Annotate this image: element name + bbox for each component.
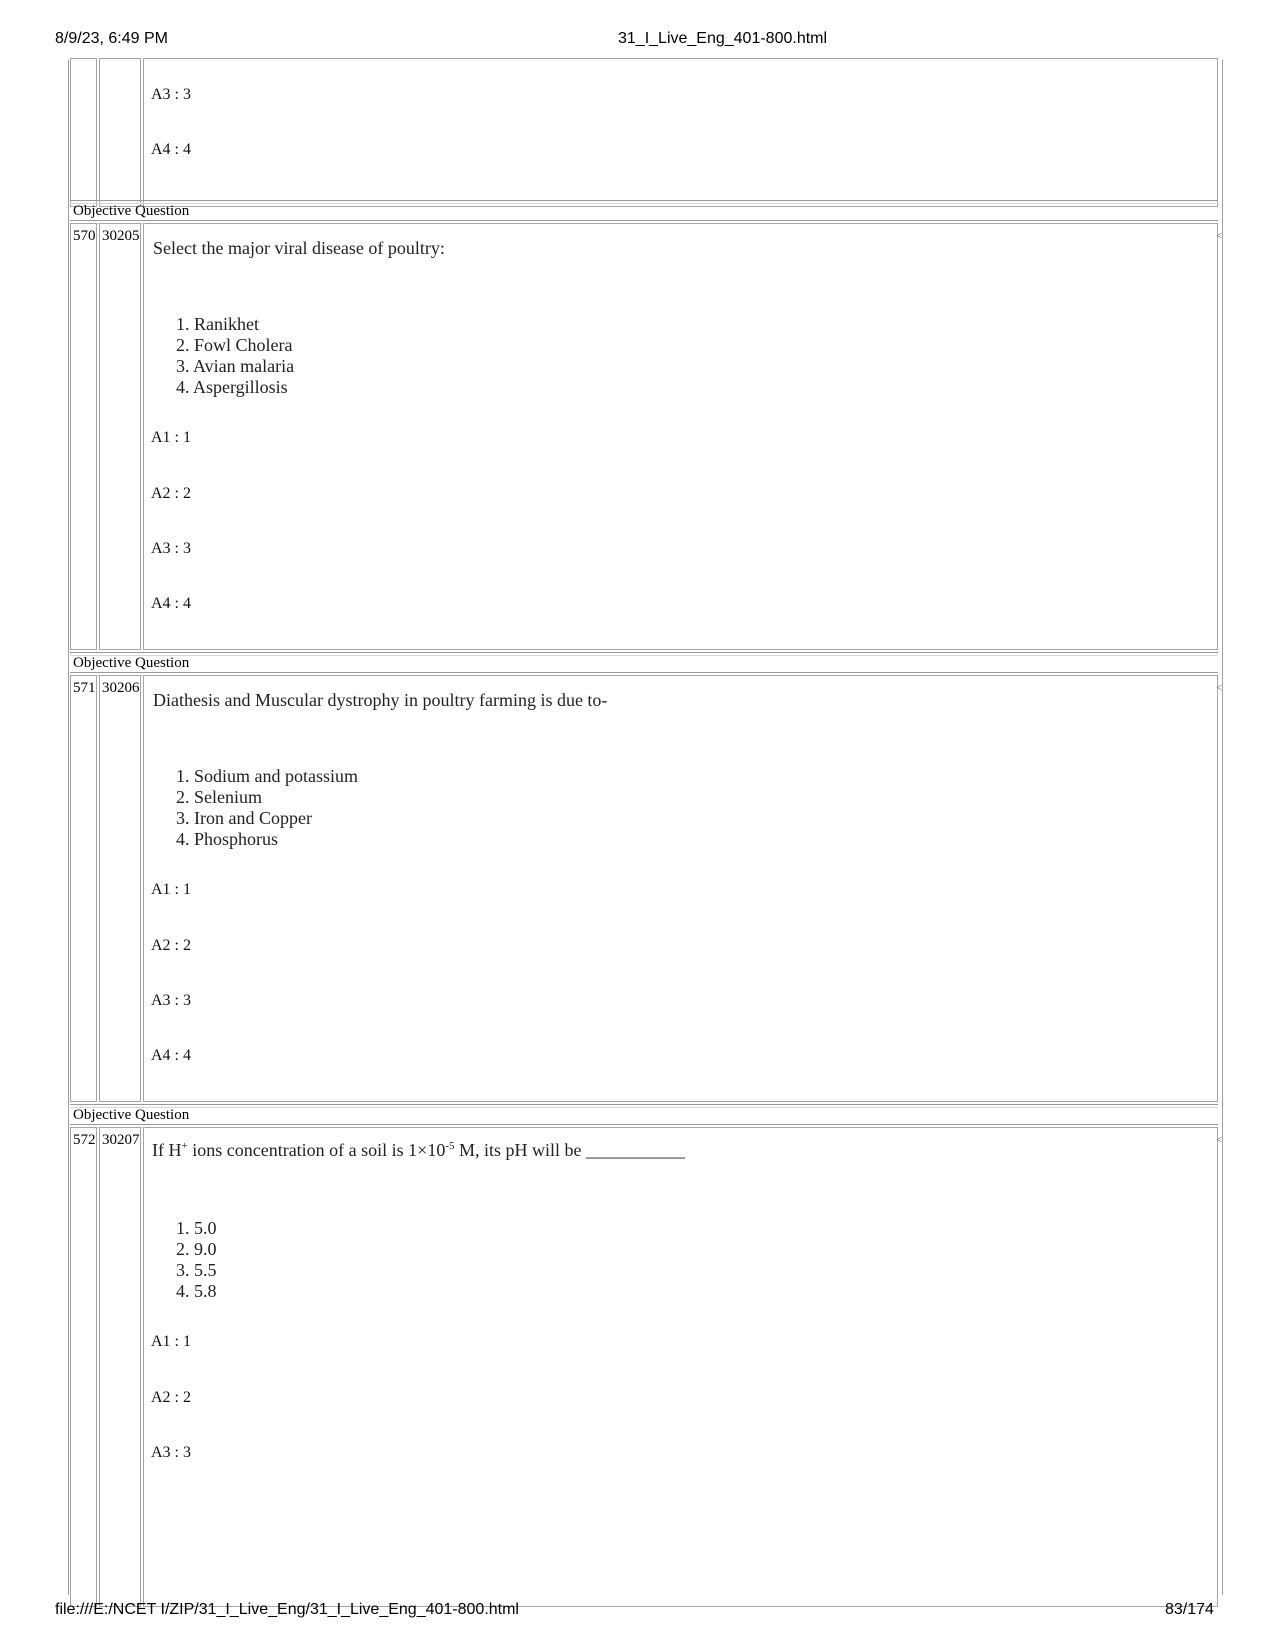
option-list	[176, 766, 358, 850]
question-text-part: M, its pH will be ___________	[454, 1140, 686, 1160]
fragment-sno-cell	[70, 58, 97, 207]
overflow-marker: ˂	[1216, 683, 1222, 694]
table-left-rule	[68, 60, 69, 1595]
overflow-marker: ˂	[1216, 1135, 1222, 1146]
option-list	[176, 314, 294, 398]
question-body-cell	[143, 675, 1218, 1102]
option-item: 4. Phosphorus	[176, 829, 279, 849]
question-type-label: Objective Question	[73, 1107, 190, 1123]
question-id-cell	[99, 675, 141, 1102]
row-separator	[70, 652, 1218, 656]
question-id-cell	[99, 1127, 141, 1607]
serial-number-cell	[70, 1127, 97, 1607]
question-body-cell	[143, 1127, 1218, 1607]
question-row	[70, 675, 1222, 1102]
print-title: 31_I_Live_Eng_401-800.html	[618, 30, 828, 47]
serial-number-cell	[70, 675, 97, 1102]
answer-line: A4 : 4	[151, 141, 191, 158]
superscript-exponent: -5	[445, 1140, 455, 1152]
option-item: 4. Aspergillosis	[176, 377, 288, 397]
answer-line: A2 : 2	[151, 1389, 191, 1406]
page-number: 83/174	[1165, 1601, 1214, 1618]
option-item: 2. 9.0	[176, 1239, 217, 1259]
question-text-part: ions concentration of a soil is 1×10	[187, 1140, 446, 1160]
answer-line: A4 : 4	[151, 595, 191, 612]
answer-line: A1 : 1	[151, 1333, 191, 1350]
file-path: file:///E:/NCET I/ZIP/31_I_Live_Eng/31_I_Live_Eng_401-800.html	[55, 1601, 519, 1618]
serial-number-cell	[70, 223, 97, 650]
serial-number: 572	[73, 1132, 96, 1148]
print-date: 8/9/23, 6:49 PM	[55, 30, 168, 47]
answer-line: A4 : 4	[151, 1047, 191, 1064]
fragment-qid-cell	[99, 58, 141, 207]
question-text: Select the major viral disease of poultry:	[153, 238, 445, 258]
option-item: 1. Ranikhet	[176, 314, 259, 334]
option-list	[176, 1218, 217, 1302]
question-id: 30206	[102, 680, 140, 696]
question-text-part: If H	[152, 1140, 182, 1160]
option-item: 4. 5.8	[176, 1281, 217, 1301]
answer-line: A2 : 2	[151, 937, 191, 954]
row-separator	[70, 200, 1218, 204]
answer-line: A3 : 3	[151, 1444, 191, 1461]
previous-question-fragment	[70, 60, 1220, 209]
question-row	[70, 223, 1222, 650]
answer-line: A2 : 2	[151, 485, 191, 502]
option-item: 1. Sodium and potassium	[176, 766, 359, 786]
answer-line: A3 : 3	[151, 992, 191, 1009]
fragment-body-cell	[143, 58, 1218, 207]
answer-line: A3 : 3	[151, 86, 191, 103]
option-item: 3. 5.5	[176, 1260, 217, 1280]
overflow-marker: ˂	[1216, 231, 1222, 242]
answer-line: A1 : 1	[151, 881, 191, 898]
table-right-rule	[1222, 60, 1223, 1595]
question-table	[70, 60, 1220, 1595]
question-text	[152, 1140, 685, 1161]
question-text: Diathesis and Muscular dystrophy in poultry farming is due to-	[153, 690, 608, 710]
answer-line: A1 : 1	[151, 429, 191, 446]
question-id: 30205	[102, 228, 140, 244]
serial-number: 570	[73, 228, 96, 244]
superscript-charge: +	[181, 1140, 188, 1152]
option-item: 2. Selenium	[176, 787, 262, 807]
option-item: 2. Fowl Cholera	[176, 335, 293, 355]
row-separator	[70, 1104, 1218, 1108]
question-type-label: Objective Question	[73, 655, 190, 671]
serial-number: 571	[73, 680, 96, 696]
answer-line: A3 : 3	[151, 540, 191, 557]
question-type-label: Objective Question	[73, 203, 190, 219]
option-item: 3. Avian malaria	[176, 356, 295, 376]
option-item: 3. Iron and Copper	[176, 808, 312, 828]
question-body-cell	[143, 223, 1218, 650]
question-id-cell	[99, 223, 141, 650]
question-id: 30207	[102, 1132, 140, 1148]
option-item: 1. 5.0	[176, 1218, 217, 1238]
question-row	[70, 1127, 1222, 1607]
